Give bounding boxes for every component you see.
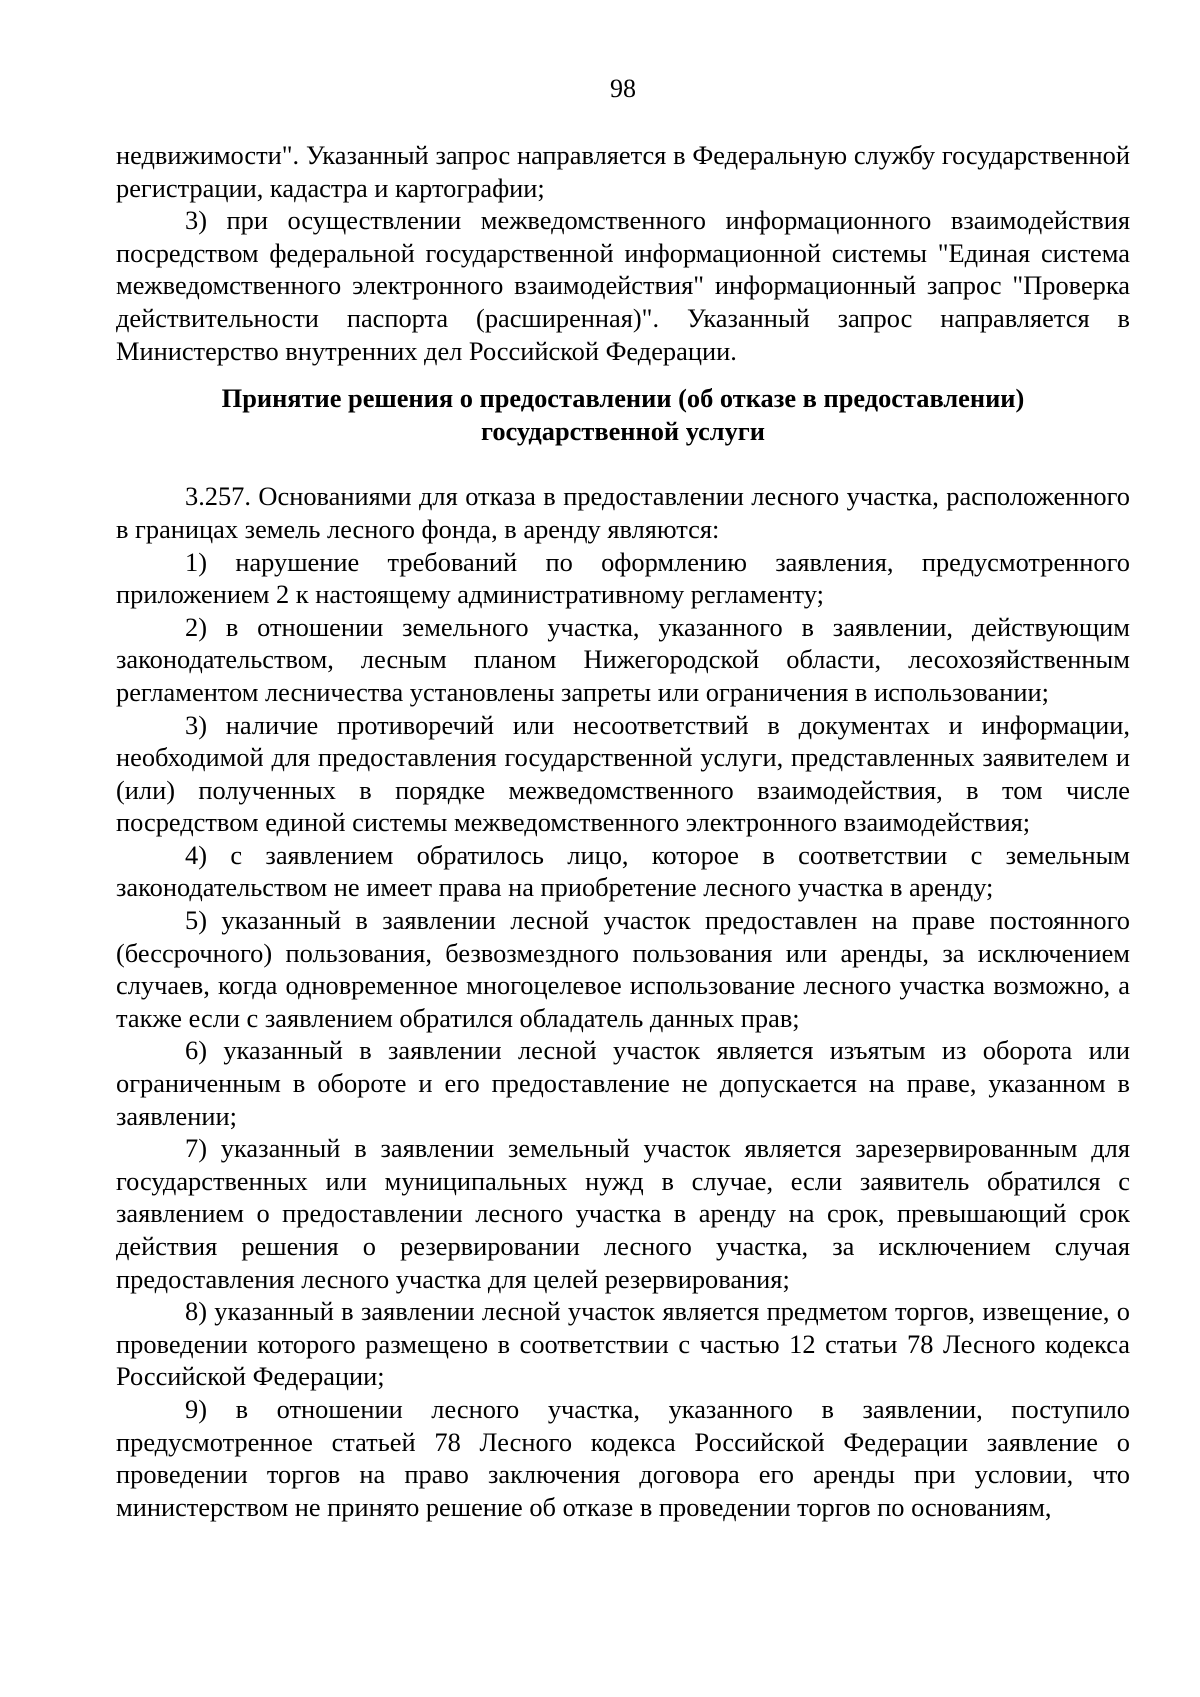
list-item-6: 6) указанный в заявлении лесной участок является изъятым из оборота или ограниченным в обороте и его предоставление не допускается на праве, указанном в заявлении; [116,1035,1130,1131]
spacer [116,447,1130,480]
list-item-3: 3) наличие противоречий или несоответствий в документах и информации, необходимой для предоставления государственной услуги, представленных заявителем и (или) полученных в порядке межведомственного взаимодействия, в том числе посредством единой системы межведомственного электронного взаимодействия; [116,709,1130,838]
list-item-8: 8) указанный в заявлении лесной участок является предметом торгов, извещение, о проведении которого размещено в соответствии с частью 12 статьи 78 Лесного кодекса Российской Федерации; [116,1296,1130,1392]
paragraph-item-3-request: 3) при осуществлении межведомственного информационного взаимодействия посредством федеральной государственной информационной системы "Единая система межведомственного электронного взаимодействия" информационный запрос "Проверка действительности паспорта (расширенная)". Указанный запрос направляется в Министерство внутренних дел Российской Федерации. [116,205,1130,366]
list-item-1: 1) нарушение требований по оформлению заявления, предусмотренного приложением 2 к настоящему административному регламенту; [116,546,1130,610]
list-item-9: 9) в отношении лесного участка, указанного в заявлении, поступило предусмотренное статьей 78 Лесного кодекса Российской Федерации заявление о проведении торгов на право заключения договора его аренды при условии, что министерством не принято решение об отказе в проведении торгов по основаниям, [116,1393,1130,1522]
list-item-4: 4) с заявлением обратилось лицо, которое в соответствии с земельным законодательством не имеет права на приобретение лесного участка в аренду; [116,839,1130,903]
section-heading-line-1: Принятие решения о предоставлении (об отказе в предоставлении) [221,383,1025,414]
page-number: 98 [610,74,636,103]
paragraph-3-257: 3.257. Основаниями для отказа в предоставлении лесного участка, расположенного в границах земель лесного фонда, в аренду являются: [116,481,1130,544]
section-heading-line-2: государственной услуги [481,415,765,446]
list-item-7: 7) указанный в заявлении земельный участок является зарезервированным для государственных или муниципальных нужд в случае, если заявитель обратился с заявлением о предоставлении лесного участка в аренду на срок, превышающий срок действия решения о резервировании лесного участка, за исключением случая предоставления лесного участка для целей резервирования; [116,1133,1130,1294]
section-heading [116,382,1130,447]
document-body [116,139,1130,1523]
list-item-5: 5) указанный в заявлении лесной участок предоставлен на праве постоянного (бессрочного) пользования, безвозмездного пользования или аренды, за исключением случаев, когда одновременное многоцелевое использование лесного участка возможно, а также если с заявлением обратился обладатель данных прав; [116,905,1130,1033]
paragraph-continuation: недвижимости". Указанный запрос направляется в Федеральную службу государственной регистрации, кадастра и картографии; [116,140,1130,203]
list-item-2: 2) в отношении земельного участка, указанного в заявлении, действующим законодательством, лесным планом Нижегородской области, лесохозяйственным регламентом лесничества установлены запреты или ограничения в использовании; [116,611,1130,707]
